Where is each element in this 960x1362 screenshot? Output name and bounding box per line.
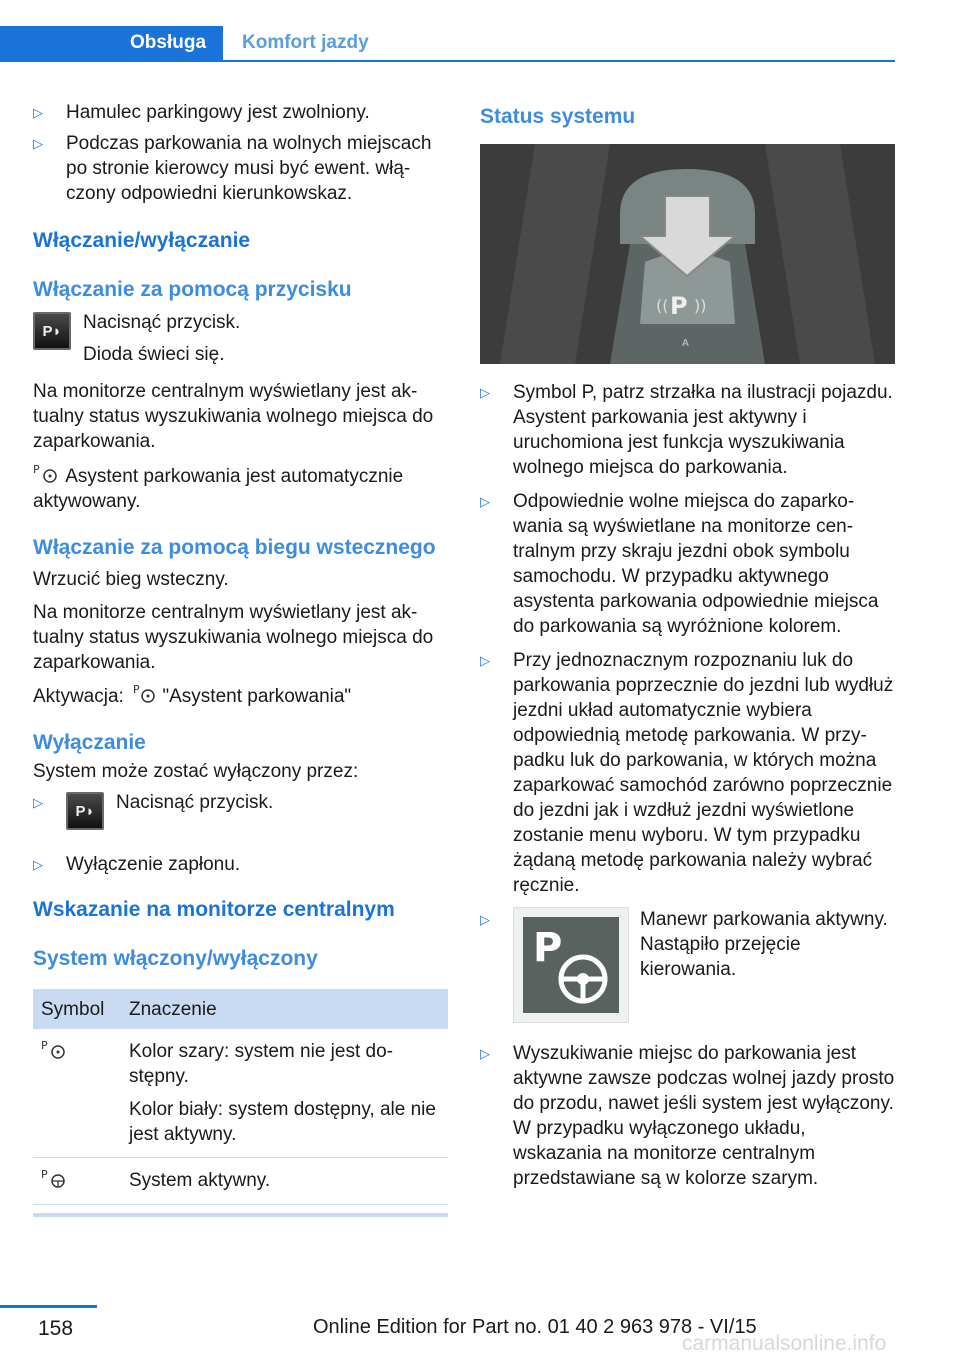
park-assist-icon xyxy=(41,1039,69,1061)
paragraph: P Asystent parkowania jest automatycznie aktywowany. xyxy=(33,463,404,512)
tab-obsluga[interactable]: Obsługa xyxy=(0,26,223,60)
list-item: ▷ P◗ Nacisnąć przycisk. xyxy=(33,790,448,842)
table-bottom-rule xyxy=(33,1213,448,1217)
list-item: ▷ Symbol P, patrz strzałka na ilustracji pojazdu. Asystent parkowania jest aktywny i uruchomiona jest funkcja wyszukiwania wolnego miejsca do parkowania. xyxy=(480,382,893,478)
list-item: ▷ Podczas parkowania na wolnych miejscach po stronie kierowcy musi być ewent. włączony odpowiedni kierunkowskaz. xyxy=(33,133,432,204)
system-status-illustration xyxy=(480,144,895,364)
svg-text:P: P xyxy=(533,925,563,971)
park-assist-icon xyxy=(33,463,61,485)
svg-text:P: P xyxy=(41,1039,48,1052)
table-row: P Kolor szary: system nie jest dostępny. Kolor biały: system dostępny, ale nie jest aktywny. xyxy=(33,1029,448,1158)
svg-text:((: (( xyxy=(656,296,669,315)
svg-text:)): )) xyxy=(694,296,707,315)
bullet-triangle-icon: ▷ xyxy=(33,857,43,872)
park-assist-button-icon: P◗ xyxy=(66,792,104,830)
button-instruction: P◗ Nacisnąć przycisk. Dioda świeci się. xyxy=(33,310,448,367)
svg-text:P: P xyxy=(670,292,688,320)
bullet-triangle-icon: ▷ xyxy=(480,653,490,668)
subsection-heading: System włączony/wyłączony xyxy=(33,947,318,970)
chapter-header xyxy=(0,26,895,62)
list-item: ▷ Wyszukiwanie miejsc do parkowania jest aktywne zawsze podczas wolnej jazdy prosto do przodu, nawet jeśli system jest wyłączony. W przypadku wyłączonego układu, wskazania na monitorze centralnym przedstawiane są w kolorze szarym. xyxy=(480,1043,895,1189)
park-assist-icon xyxy=(129,683,157,705)
svg-text:P: P xyxy=(133,683,140,696)
table-row: P System aktywny. xyxy=(33,1158,448,1205)
list-item: ▷ Hamulec parkingowy jest zwolniony. xyxy=(33,102,370,123)
watermark: carmanualsonline.info xyxy=(682,1332,887,1355)
page-number: 158 xyxy=(38,1317,74,1340)
left-column: ▷ Hamulec parkingowy jest zwolniony. ▷ Podczas parkowania na wolnych miejscach po stronie kierowcy musi być ewent. włączony odpowiedni kierunkowskaz. Włączanie/wyłączanie Włączanie za pomocą przycisku P◗ Nacisnąć przycisk. Dioda świeci się. Na monitorze centralnym wyświetlany jest aktualny status wyszukiwania wolnego miejsca do zaparkowania. P Asystent parkowania jest automatycznie aktywowany. Włączanie za pomocą biegu wstecznego Wrzucić bieg wsteczny. Na monitorze centralnym wyświetlany jest aktualny status wyszukiwania wolnego miejsca do zaparkowania. Aktywacja: P "Asystent parkowania" Wyłączanie System może zostać wyłączony przez: ▷ P◗ Nacisnąć przycisk. ▷ Wyłączenie zapłonu. Wskazanie na monitorze centralnym System włączony/wyłączony Symbol Znaczenie P Kolor szary: system nie jest dostępny. Kolor biały: system dostępny, ale nie jest aktywny. P System aktywny. xyxy=(33,100,448,1217)
bullet-triangle-icon: ▷ xyxy=(33,795,43,810)
bullet-triangle-icon: ▷ xyxy=(480,912,490,927)
bullet-triangle-icon: ▷ xyxy=(33,136,43,151)
svg-text:P: P xyxy=(33,463,40,476)
edition-info: Online Edition for Part no. 01 40 2 963 978 - VI/15 xyxy=(313,1316,757,1338)
bullet-triangle-icon: ▷ xyxy=(480,494,490,509)
list-item: ▷ Przy jednoznacznym rozpoznaniu luk do parkowania poprzecznie do jezdni lub wydłuż jezdni układ automatycznie wybiera odpowiednią metodę parkowania. W przypadku luk do parkowania, w których można zaparkować samochód zarówno poprzecznie do jezdni jak i wzdłuż jezdni wyświetlone zostanie menu wyboru. W tym przypadku żądaną metodę parkowania należy wybrać ręcznie. xyxy=(480,650,894,896)
list-item: ▷ Odpowiednie wolne miejsca do zaparkowania są wyświetlane na monitorze centralnym przy skraju jezdni obok symbolu samochodu. W przypadku aktywnego asystenta parkowania odpowiednie miejsca do parkowania są wyróżnione kolorem. xyxy=(480,491,879,637)
table-header-symbol: Symbol xyxy=(33,989,121,1029)
car-illustration xyxy=(480,144,895,364)
table-header-meaning: Znaczenie xyxy=(121,989,448,1029)
park-assist-active-icon xyxy=(41,1168,69,1190)
svg-text:P: P xyxy=(41,1168,48,1181)
activation-line: Aktywacja: P "Asystent parkowania" xyxy=(33,683,352,707)
subsection-heading: Wyłączanie xyxy=(33,731,146,754)
tab-komfort-jazdy[interactable]: Komfort jazdy xyxy=(242,32,369,53)
bullet-triangle-icon: ▷ xyxy=(33,105,43,120)
list-item: ▷ Wyłączenie zapłonu. xyxy=(33,854,241,875)
list-item: ▷ P Manewr parkowania aktywny. Nastąpiło przejęcie kierowania. xyxy=(480,907,895,1027)
footer-rule xyxy=(0,1305,97,1308)
section-heading: Status systemu xyxy=(480,105,636,128)
park-assist-button-icon: P◗ xyxy=(33,312,71,350)
section-heading: Włączanie/wyłączanie xyxy=(33,229,251,252)
svg-text:A: A xyxy=(682,338,689,349)
section-heading: Wskazanie na monitorze centralnym xyxy=(33,898,395,921)
paragraph: Na monitorze centralnym wyświetlany jest aktualny status wyszukiwania wolnego miejsca do zaparkowania. xyxy=(33,381,434,452)
right-column xyxy=(480,100,895,1197)
maneuver-active-symbol xyxy=(513,907,629,1023)
bullet-triangle-icon: ▷ xyxy=(480,385,490,400)
subsection-heading: Włączanie za pomocą przycisku xyxy=(33,278,352,301)
symbol-table xyxy=(33,989,448,1205)
bullet-triangle-icon: ▷ xyxy=(480,1046,490,1061)
steering-wheel-p-icon xyxy=(523,917,619,1013)
subsection-heading: Włączanie za pomocą biegu wstecznego xyxy=(33,536,436,559)
